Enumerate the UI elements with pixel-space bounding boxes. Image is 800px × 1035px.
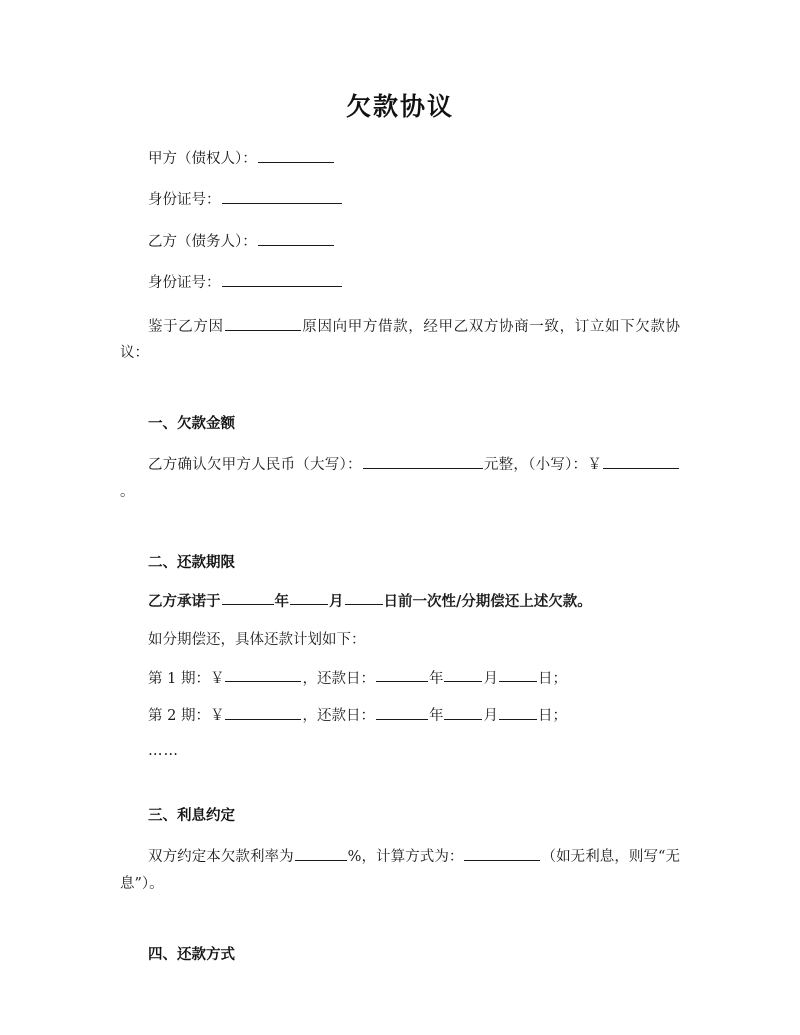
section-body-amount — [120, 452, 680, 506]
installment-2-year-blank[interactable] — [376, 705, 428, 720]
interest-method-blank[interactable] — [464, 846, 540, 861]
promise-text-4: 日前一次性/分期偿还上述欠款。 — [383, 592, 592, 610]
spacer — [120, 826, 680, 844]
party-line-creditor — [120, 148, 680, 168]
promise-year-blank[interactable] — [222, 591, 274, 606]
document-body — [120, 0, 680, 965]
interest-text-after: （如无利息，则写“无息”）。 — [120, 849, 681, 892]
party-blank-creditor-id[interactable] — [222, 189, 342, 204]
page-title: 欠款协议 — [345, 92, 454, 121]
installment-2-month-blank[interactable] — [444, 705, 482, 720]
recital-reason-blank[interactable] — [225, 316, 301, 331]
installment-2-year-unit: 年 — [428, 708, 444, 725]
interest-rate-blank[interactable] — [295, 846, 347, 861]
promise-month-blank[interactable] — [290, 591, 328, 606]
interest-text-middle: %，计算方式为： — [347, 849, 464, 866]
spacer — [120, 506, 680, 554]
section-body-interest — [120, 844, 680, 898]
spacer — [120, 610, 680, 631]
section-heading-repayment-method: 四、还款方式 — [148, 946, 235, 963]
spacer — [120, 687, 680, 705]
interest-text-before: 双方约定本欠款利率为 — [148, 849, 294, 866]
party-blank-debtor[interactable] — [258, 231, 334, 246]
installment-plan-intro: 如分期偿还，具体还款计划如下： — [148, 632, 366, 649]
promise-text-3: 月 — [329, 592, 344, 610]
installment-1-label: 第 1 期：￥ — [148, 670, 225, 687]
spacer — [120, 650, 680, 668]
installment-1-month-unit: 月 — [483, 670, 498, 687]
section-heading-amount: 一、欠款金额 — [148, 416, 235, 433]
party-label-creditor: 甲方（债权人）： — [148, 150, 257, 167]
section-heading-repayment-term: 二、还款期限 — [148, 554, 235, 571]
promise-text-2: 年 — [274, 592, 289, 610]
installment-1-month-blank[interactable] — [444, 668, 482, 683]
spacer — [120, 725, 680, 743]
promise-day-blank[interactable] — [345, 591, 383, 606]
section-heading-interest: 三、利息约定 — [148, 808, 235, 825]
amount-text-before: 乙方确认欠甲方人民币（大写）： — [148, 457, 362, 474]
recital-text-before: 鉴于乙方因 — [148, 318, 224, 335]
installment-1-year-blank[interactable] — [376, 668, 428, 683]
party-line-debtor-id — [120, 272, 680, 292]
installment-row-2 — [120, 705, 680, 725]
party-blank-debtor-id[interactable] — [222, 272, 342, 287]
spacer — [120, 434, 680, 452]
installment-1-day-blank[interactable] — [499, 668, 537, 683]
spacer — [120, 759, 680, 807]
party-label-debtor: 乙方（债务人）： — [148, 233, 257, 250]
installment-continuation-ellipsis: …… — [148, 743, 179, 760]
party-line-debtor — [120, 231, 680, 251]
spacer — [120, 367, 680, 415]
party-label-debtor-id: 身份证号： — [148, 274, 221, 291]
installment-1-year-unit: 年 — [428, 670, 444, 687]
party-blank-creditor[interactable] — [258, 148, 334, 163]
installment-2-label: 第 2 期：￥ — [148, 708, 225, 725]
promise-text-1: 乙方承诺于 — [148, 592, 221, 610]
amount-text-middle: 元整，（小写）：￥ — [483, 457, 603, 474]
recital-text-after: 原因向甲方借款，经甲乙双方协商一致，订立如下欠款协议： — [120, 318, 681, 362]
installment-1-amount-blank[interactable] — [225, 668, 301, 683]
installment-1-mid: ，还款日： — [302, 670, 375, 687]
party-line-creditor-id — [120, 189, 680, 209]
spacer — [120, 573, 680, 591]
installment-row-1 — [120, 668, 680, 688]
party-information-block — [120, 148, 680, 292]
spacer — [120, 898, 680, 946]
installment-2-day-unit: 日； — [537, 708, 567, 725]
amount-words-blank[interactable] — [363, 454, 483, 469]
amount-text-after: 。 — [120, 483, 135, 500]
installment-2-month-unit: 月 — [483, 708, 498, 725]
installment-1-day-unit: 日； — [537, 670, 567, 687]
party-label-creditor-id: 身份证号： — [148, 192, 221, 209]
amount-digits-blank[interactable] — [603, 454, 679, 469]
repayment-promise-line — [120, 591, 680, 611]
installment-2-amount-blank[interactable] — [225, 705, 301, 720]
installment-2-mid: ，还款日： — [302, 708, 375, 725]
recital-paragraph — [120, 314, 680, 368]
installment-2-day-blank[interactable] — [499, 705, 537, 720]
